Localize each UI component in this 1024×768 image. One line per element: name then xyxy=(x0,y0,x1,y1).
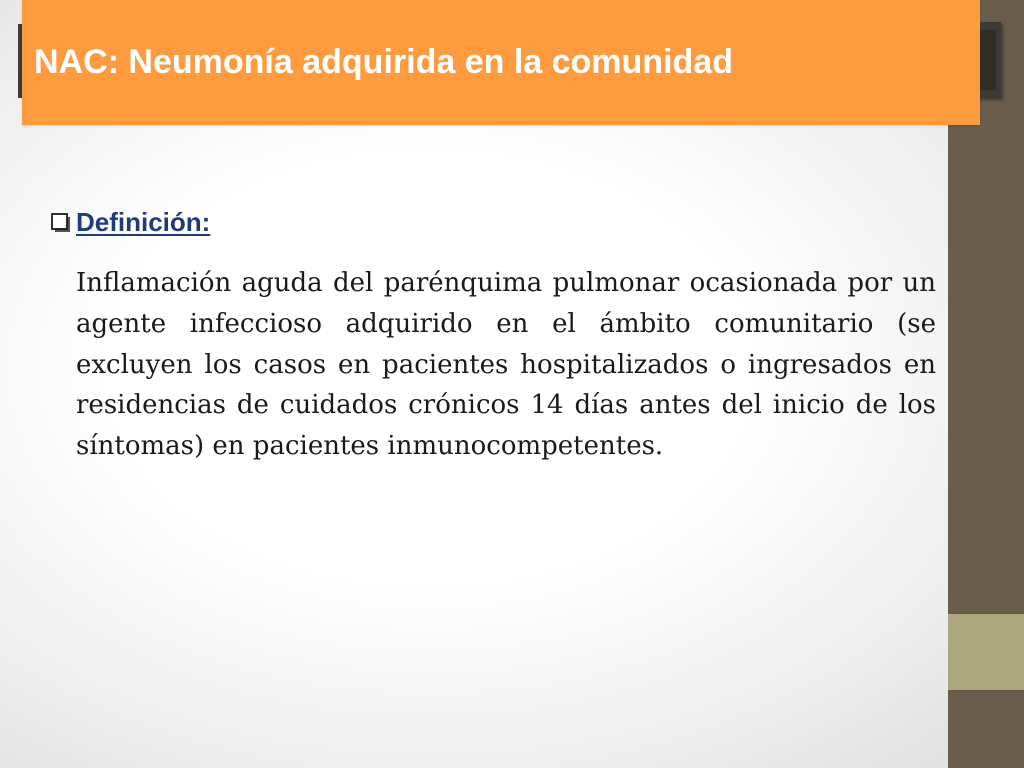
header-frame-right-inner xyxy=(978,30,996,90)
slide-title: NAC: Neumonía adquirida en la comunidad xyxy=(34,43,733,81)
side-band-accent xyxy=(948,614,1024,690)
section-heading-row xyxy=(50,204,210,240)
checkbox-icon xyxy=(50,208,74,236)
section-heading: Definición: xyxy=(76,206,211,237)
definition-paragraph: Inflamación aguda del parénquima pulmonar ocasionada por un agente infeccioso adquirido en el ámbito comunitario (se excluyen los casos en pacientes hospitalizados o ingresados en residencias de cuidados crónicos 14 días antes del inicio de los síntomas) en pacientes inmunocompetentes. xyxy=(76,268,936,462)
